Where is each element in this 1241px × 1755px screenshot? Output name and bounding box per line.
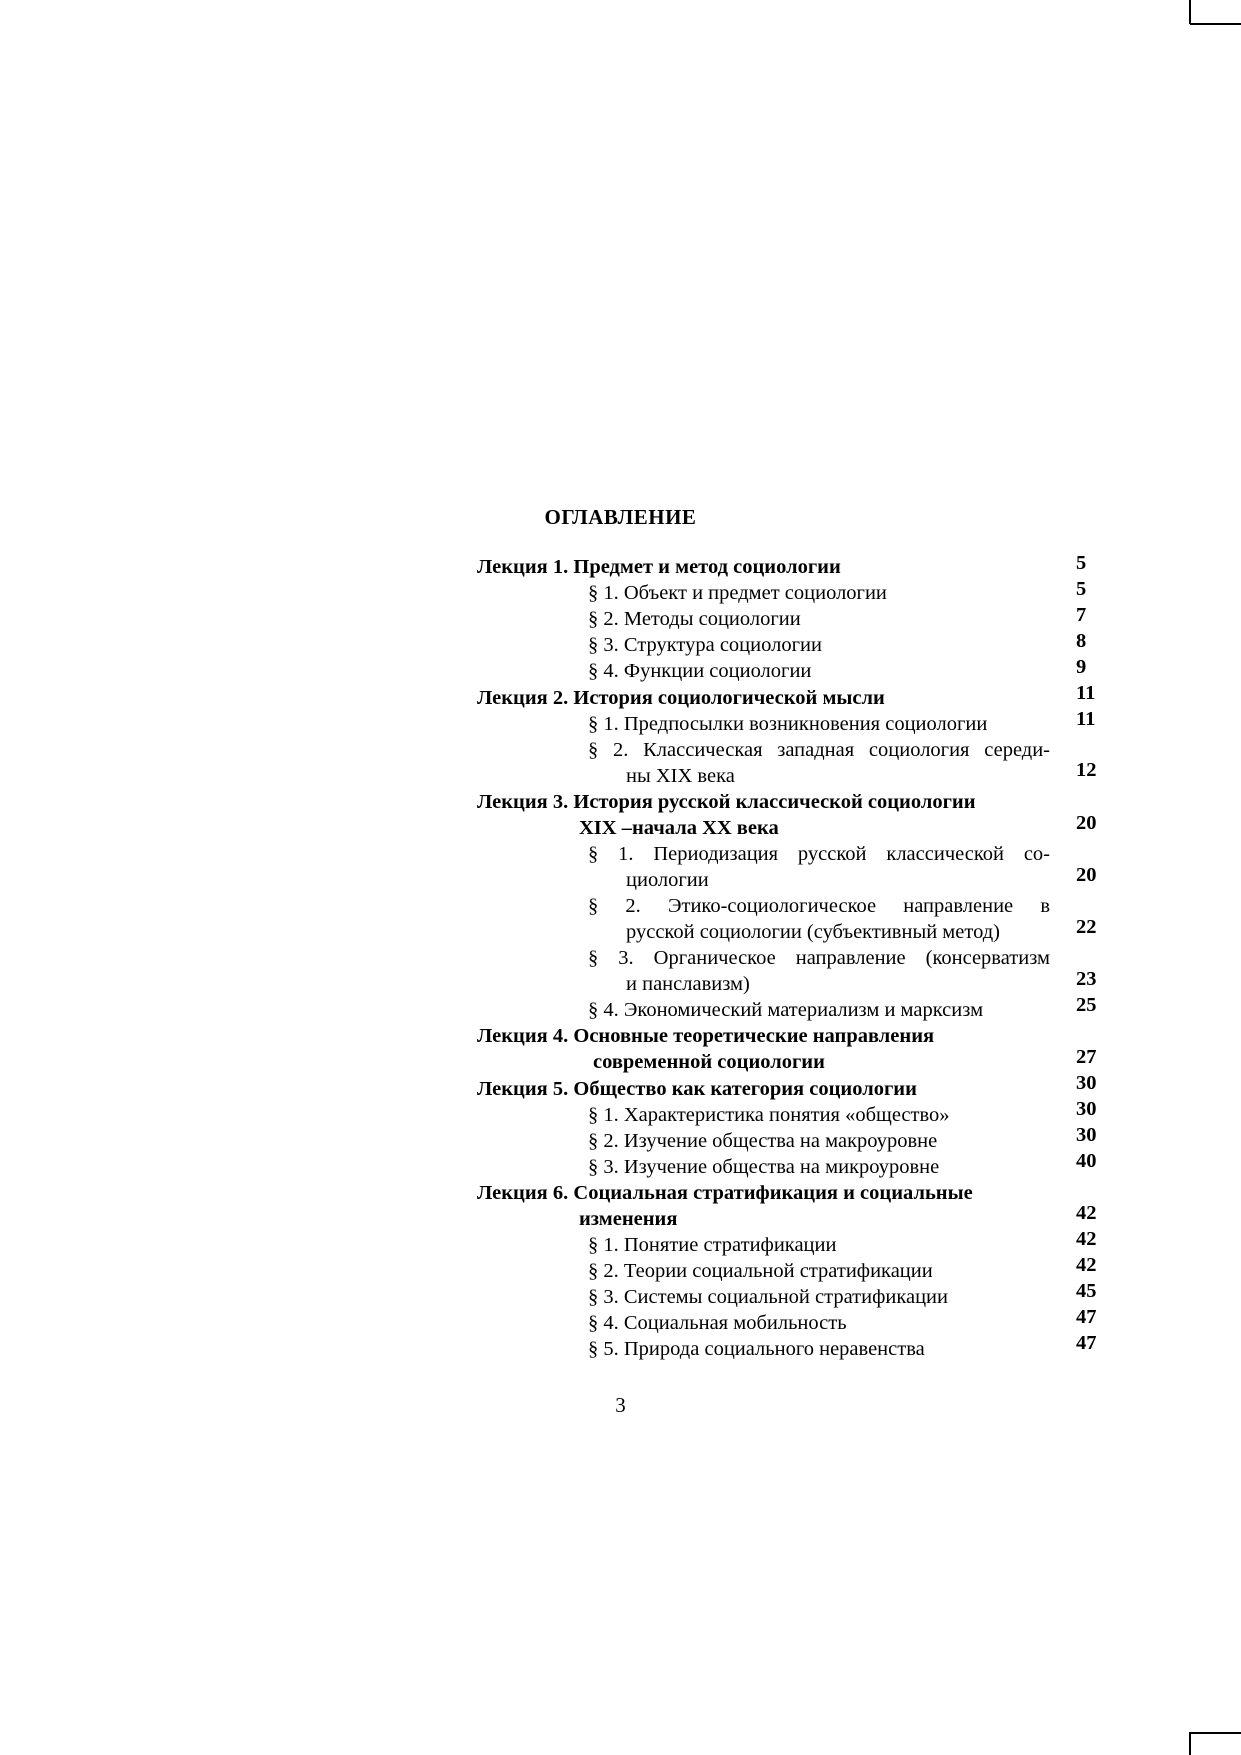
- toc-section-continuation: и панславизм): [626, 973, 750, 995]
- crop-mark-top-v: [1189, 0, 1191, 24]
- toc-section: § 3. Системы социальной стратификации: [588, 1286, 948, 1308]
- toc-page-number: 9: [1076, 656, 1087, 678]
- toc-page-number: 40: [1076, 1150, 1097, 1172]
- toc-section: § 3. Структура социологии: [588, 634, 822, 656]
- toc-section: § 3. Изучение общества на микроуровне: [588, 1156, 940, 1178]
- toc-page-number: 30: [1076, 1072, 1097, 1094]
- toc-section-continuation: ны XIX века: [626, 765, 735, 787]
- toc-page-number: 11: [1076, 708, 1096, 730]
- crop-mark-bottom-v: [1189, 1732, 1191, 1755]
- toc-page-number: 42: [1076, 1254, 1097, 1276]
- toc-page-number: 7: [1076, 604, 1087, 626]
- toc-section: § 2. Классическая западная социология середи-: [588, 739, 1050, 761]
- toc-section: § 1. Понятие стратификации: [588, 1234, 837, 1256]
- toc-lecture-heading: Лекция 3. История русской классической социологии: [477, 791, 976, 813]
- toc-section: § 2. Методы социологии: [588, 608, 801, 630]
- crop-mark-bottom-h: [1190, 1732, 1241, 1734]
- toc-page-number: 5: [1076, 578, 1087, 600]
- toc-lecture-heading: Лекция 4. Основные теоретические направления: [477, 1025, 935, 1047]
- toc-page-number: 47: [1076, 1332, 1097, 1354]
- toc-page-number: 11: [1076, 682, 1096, 704]
- toc-page-number: 12: [1076, 759, 1097, 781]
- toc-page-number: 20: [1076, 864, 1097, 886]
- toc-lecture-heading: Лекция 6. Социальная стратификация и социальные: [477, 1182, 973, 1204]
- toc-page-number: 22: [1076, 916, 1097, 938]
- toc-section: § 1. Предпосылки возникновения социологии: [588, 713, 988, 735]
- toc-section: § 4. Социальная мобильность: [588, 1312, 847, 1334]
- toc-section-continuation: русской социологии (субъективный метод): [626, 921, 1000, 943]
- toc-page-number: 27: [1076, 1046, 1097, 1068]
- toc-lecture-heading: Лекция 1. Предмет и метод социологии: [477, 556, 841, 578]
- toc-page-number: 5: [1076, 552, 1087, 574]
- toc-page-number: 47: [1076, 1306, 1097, 1328]
- toc-section: § 2. Изучение общества на макроуровне: [588, 1130, 938, 1152]
- toc-section: § 2. Теории социальной стратификации: [588, 1260, 933, 1282]
- toc-lecture-heading-continuation: XIX –начала XX века: [579, 817, 779, 839]
- toc-lecture-heading: Лекция 5. Общество как категория социологии: [477, 1078, 917, 1100]
- toc-section: § 1. Периодизация русской классической со-: [588, 843, 1050, 865]
- page-number: 3: [615, 1393, 626, 1417]
- toc-page-number: 42: [1076, 1228, 1097, 1250]
- toc-page-number: 42: [1076, 1202, 1097, 1224]
- toc-section: § 3. Органическое направление (консерватизм: [588, 947, 1050, 969]
- toc-title: ОГЛАВЛЕНИЕ: [544, 505, 697, 529]
- toc-page-number: 23: [1076, 968, 1097, 990]
- toc-section: § 4. Функции социологии: [588, 660, 812, 682]
- toc-section: § 4. Экономический материализм и марксизм: [588, 999, 984, 1021]
- toc-section: § 1. Характеристика понятия «общество»: [588, 1104, 950, 1126]
- toc-page-number: 20: [1076, 812, 1097, 834]
- toc-lecture-heading-continuation: изменения: [579, 1208, 678, 1230]
- toc-lecture-heading: Лекция 2. История социологической мысли: [477, 687, 885, 709]
- toc-page-number: 45: [1076, 1280, 1097, 1302]
- toc-section: § 2. Этико-социологическое направление в: [588, 895, 1050, 917]
- crop-mark-top-h: [1190, 23, 1241, 25]
- toc-page-number: 30: [1076, 1124, 1097, 1146]
- toc-lecture-heading-continuation: современной социологии: [593, 1051, 825, 1073]
- toc-section: § 1. Объект и предмет социологии: [588, 582, 887, 604]
- toc-page-number: 8: [1076, 630, 1087, 652]
- toc-page-number: 30: [1076, 1098, 1097, 1120]
- toc-section: § 5. Природа социального неравенства: [588, 1338, 925, 1360]
- toc-page-number: 25: [1076, 994, 1097, 1016]
- toc-section-continuation: циологии: [626, 869, 709, 891]
